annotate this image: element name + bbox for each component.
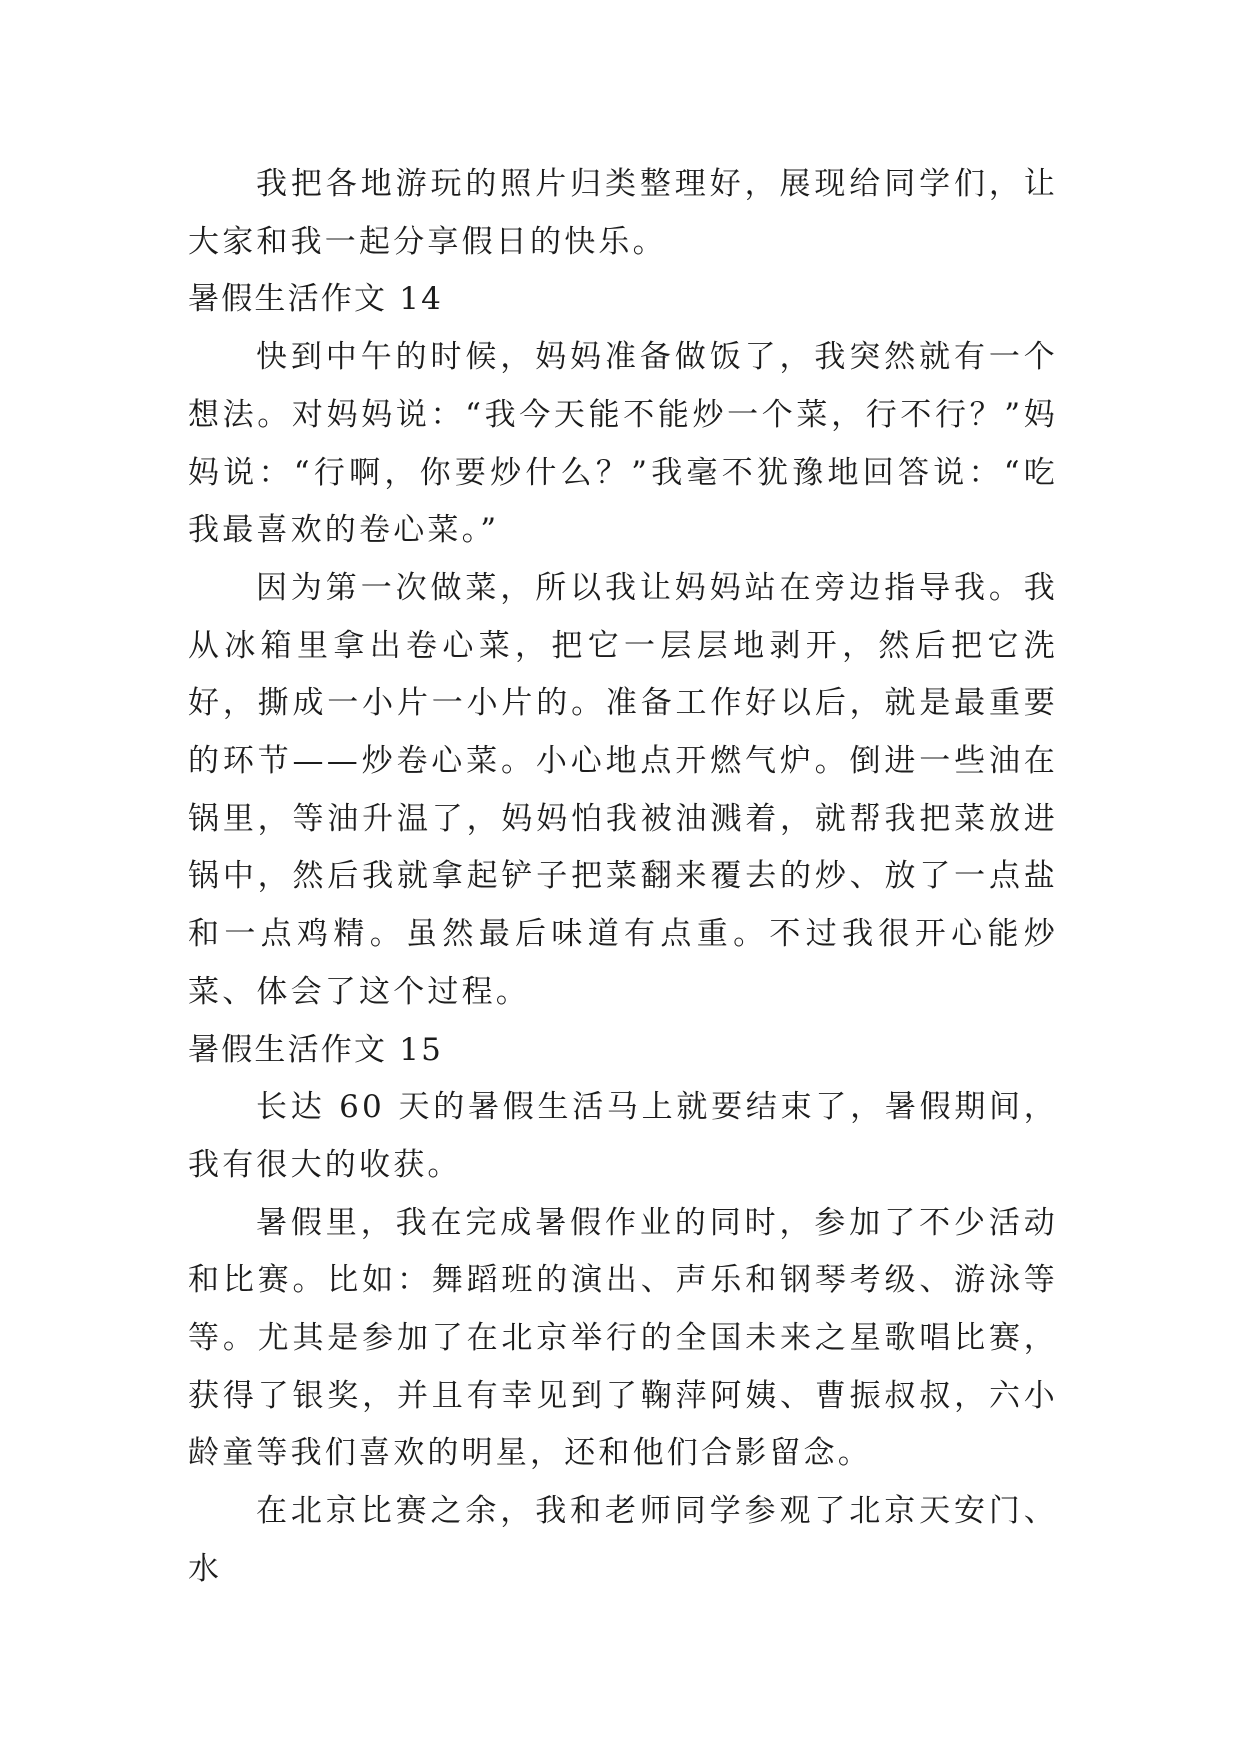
document-body <box>188 156 1058 1599</box>
paragraph-cooking-intro: 快到中午的时候，妈妈准备做饭了，我突然就有一个想法。对妈妈说：“我今天能不能炒一个菜，行不行？”妈妈说：“行啊，你要炒什么？”我毫不犹豫地回答说：“吃我最喜欢的卷心菜。” <box>188 339 1058 549</box>
paragraph-cooking-process: 因为第一次做菜，所以我让妈妈站在旁边指导我。我从冰箱里拿出卷心菜，把它一层层地剥开，然后把它洗好，撕成一小片一小片的。准备工作好以后，就是最重要的环节——炒卷心菜。小心地点开燃气炉。倒进一些油在锅里，等油升温了，妈妈怕我被油溅着，就帮我把菜放进锅中，然后我就拿起铲子把菜翻来覆去的炒、放了一点盐和一点鸡精。虽然最后味道有点重。不过我很开心能炒菜、体会了这个过程。 <box>188 569 1058 1010</box>
paragraph-summer-intro: 长达 60 天的暑假生活马上就要结束了，暑假期间，我有很大的收获。 <box>188 1089 1058 1183</box>
essay-heading-15: 暑假生活作文 15 <box>188 1031 444 1068</box>
essay-heading-14: 暑假生活作文 14 <box>188 281 444 318</box>
paragraph-photos: 我把各地游玩的照片归类整理好，展现给同学们，让大家和我一起分享假日的快乐。 <box>188 166 1058 260</box>
paragraph-beijing: 在北京比赛之余，我和老师同学参观了北京天安门、水 <box>188 1493 1058 1587</box>
paragraph-activities: 暑假里，我在完成暑假作业的同时，参加了不少活动和比赛。比如：舞蹈班的演出、声乐和钢琴考级、游泳等等。尤其是参加了在北京举行的全国未来之星歌唱比赛，获得了银奖，并且有幸见到了鞠萍阿姨、曹振叔叔，六小龄童等我们喜欢的明星，还和他们合影留念。 <box>188 1204 1058 1472</box>
